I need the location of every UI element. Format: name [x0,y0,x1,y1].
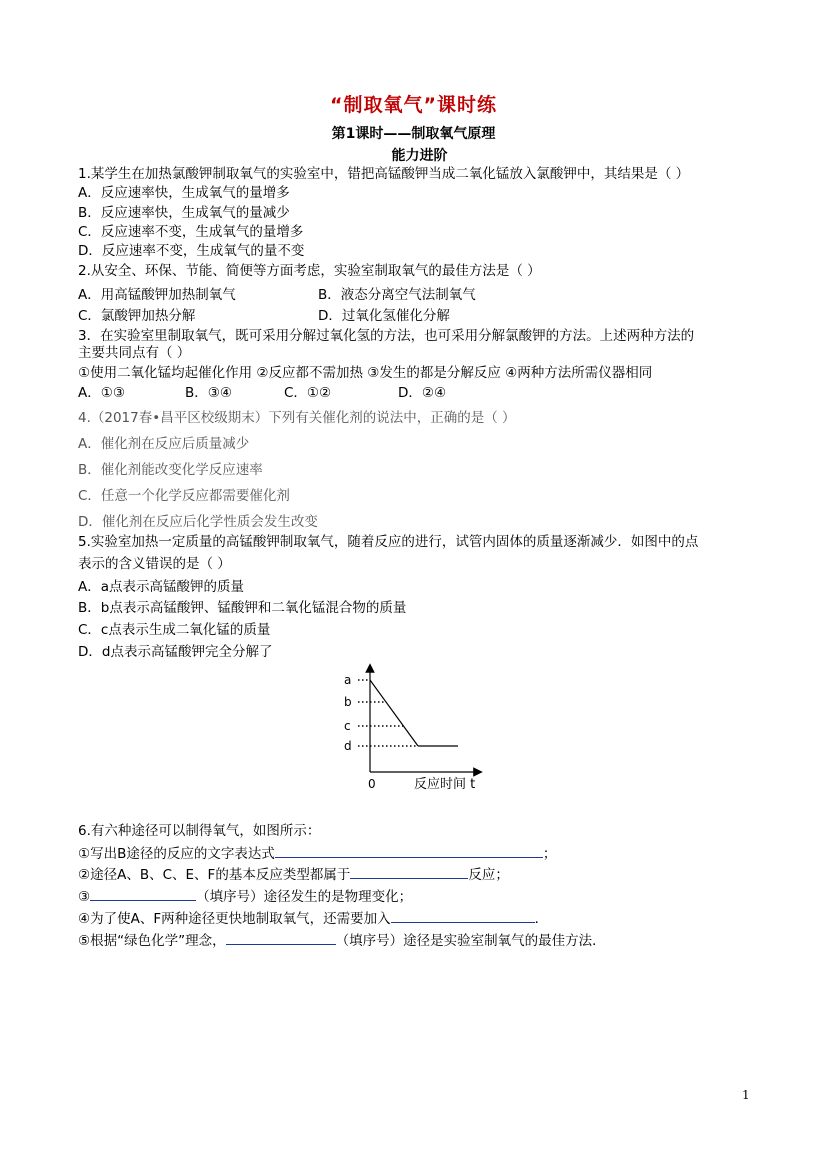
q6-sub-2-end: 反应； [468,867,509,883]
q4-option-d: D．催化剂在反应后化学性质会发生改变 [78,514,318,530]
q1-option-a: A．反应速率快，生成氧气的量增多 [78,185,290,201]
q6-sub-5 [78,930,606,950]
q3-stem-line-1: 3．在实验室里制取氧气，既可采用分解过氧化氢的方法，也可采用分解氯酸钾的方法。上述两种方法的 [78,328,695,344]
q5-option-d: D．d点表示高锰酸钾完全分解了 [78,644,273,660]
q2-stem: 2.从安全、环保、节能、简便等方面考虑，实验室制取氧气的最佳方法是（ ） [78,263,541,279]
q6-sub-3-text: （填序号）途径发生的是物理变化； [196,889,413,905]
q2-option-c: C．氯酸钾加热分解 [78,308,196,324]
q3-option-a: A．①③ [78,385,125,401]
q3-items: ①使用二氧化锰均起催化作用 ②反应都不需加热 ③发生的都是分解反应 ④两种方法所需仪器相同 [78,365,653,381]
x-axis-label: 反应时间 t [414,777,476,792]
q3-option-d: D．②④ [398,385,447,401]
point-label-b: b [344,695,352,709]
q6-sub-4 [78,908,548,928]
point-label-c: c [344,719,351,733]
q3-option-c: C．①② [284,385,332,401]
q1-stem: 1.某学生在加热氯酸钾制取氧气的实验室中，错把高锰酸钾当成二氧化锰放入氯酸钾中，其结果是（ ） [78,166,690,182]
section-heading: 能力进阶 [391,148,448,164]
q2-option-b: B．液态分离空气法制氧气 [318,287,476,303]
q4-stem: 4.（2017春•昌平区校级期末）下列有关催化剂的说法中，正确的是（ ） [78,410,516,426]
lesson-subtitle: 第1课时——制取氧气原理 [331,126,496,142]
q6-sub-1-text: ①写出B途径的反应的文字表达式 [78,846,275,862]
q4-option-b: B．催化剂能改变化学反应速率 [78,462,263,478]
point-label-d: d [344,739,352,753]
page-number: 1 [742,1088,750,1102]
origin-label: 0 [368,777,376,791]
q3-stem-line-2: 主要共同点有（ ） [78,345,191,361]
point-label-a: a [344,673,352,687]
q1-option-b: B．反应速率快，生成氧气的量减少 [78,205,290,221]
q5-option-b: B．b点表示高锰酸钾、锰酸钾和二氧化锰混合物的质量 [78,600,407,616]
q6-sub-4-text: ④为了使A、F两种途径更快地制取氧气，还需要加入 [78,911,391,927]
q5-stem-line-1: 5.实验室加热一定质量的高锰酸钾制取氧气，随着反应的进行，试管内固体的质量逐渐减少．如图中的点 [78,534,699,550]
mass-time-graph [330,660,500,795]
page-title: “制取氧气”课时练 [330,94,497,116]
q5-option-a: A．a点表示高锰酸钾的质量 [78,579,245,595]
q6-answer-blank-1[interactable] [275,843,543,858]
q2-option-row-2 [78,307,450,325]
q6-sub-3 [78,886,412,906]
q6-sub-5-end: （填序号）途径是实验室制氧气的最佳方法． [335,933,606,949]
q6-sub-4-end: ． [534,911,549,927]
q6-sub-5-text: ⑤根据“绿色化学”理念， [78,933,226,949]
q6-sub-2-text: ②途径A、B、C、E、F的基本反应类型都属于 [78,867,351,883]
q6-sub-3-marker: ③ [78,889,91,905]
q6-answer-blank-5[interactable] [226,930,336,945]
q4-option-a: A．催化剂在反应后质量减少 [78,436,250,452]
q6-sub-1 [78,843,556,863]
q6-answer-blank-2[interactable] [350,864,468,879]
q6-sub-2 [78,864,509,884]
q2-option-d: D．过氧化氢催化分解 [318,308,450,324]
mass-line-sloped [370,680,418,746]
q2-option-row-1 [78,286,476,304]
q5-option-c: C．c点表示生成二氧化锰的质量 [78,622,271,638]
q5-stem-line-2: 表示的含义错误的是（ ） [78,556,231,572]
q3-option-b: B．③④ [185,385,232,401]
q1-option-d: D．反应速率不变，生成氧气的量不变 [78,243,305,259]
q6-answer-blank-3[interactable] [90,886,196,901]
q4-option-c: C．任意一个化学反应都需要催化剂 [78,488,290,504]
q2-option-a: A．用高锰酸钾加热制氧气 [78,287,236,303]
q6-sub-1-end: ； [542,846,557,862]
q6-answer-blank-4[interactable] [391,908,535,923]
q1-option-c: C．反应速率不变，生成氧气的量增多 [78,224,304,240]
q6-stem: 6.有六种途径可以制得氧气，如图所示： [78,823,321,839]
